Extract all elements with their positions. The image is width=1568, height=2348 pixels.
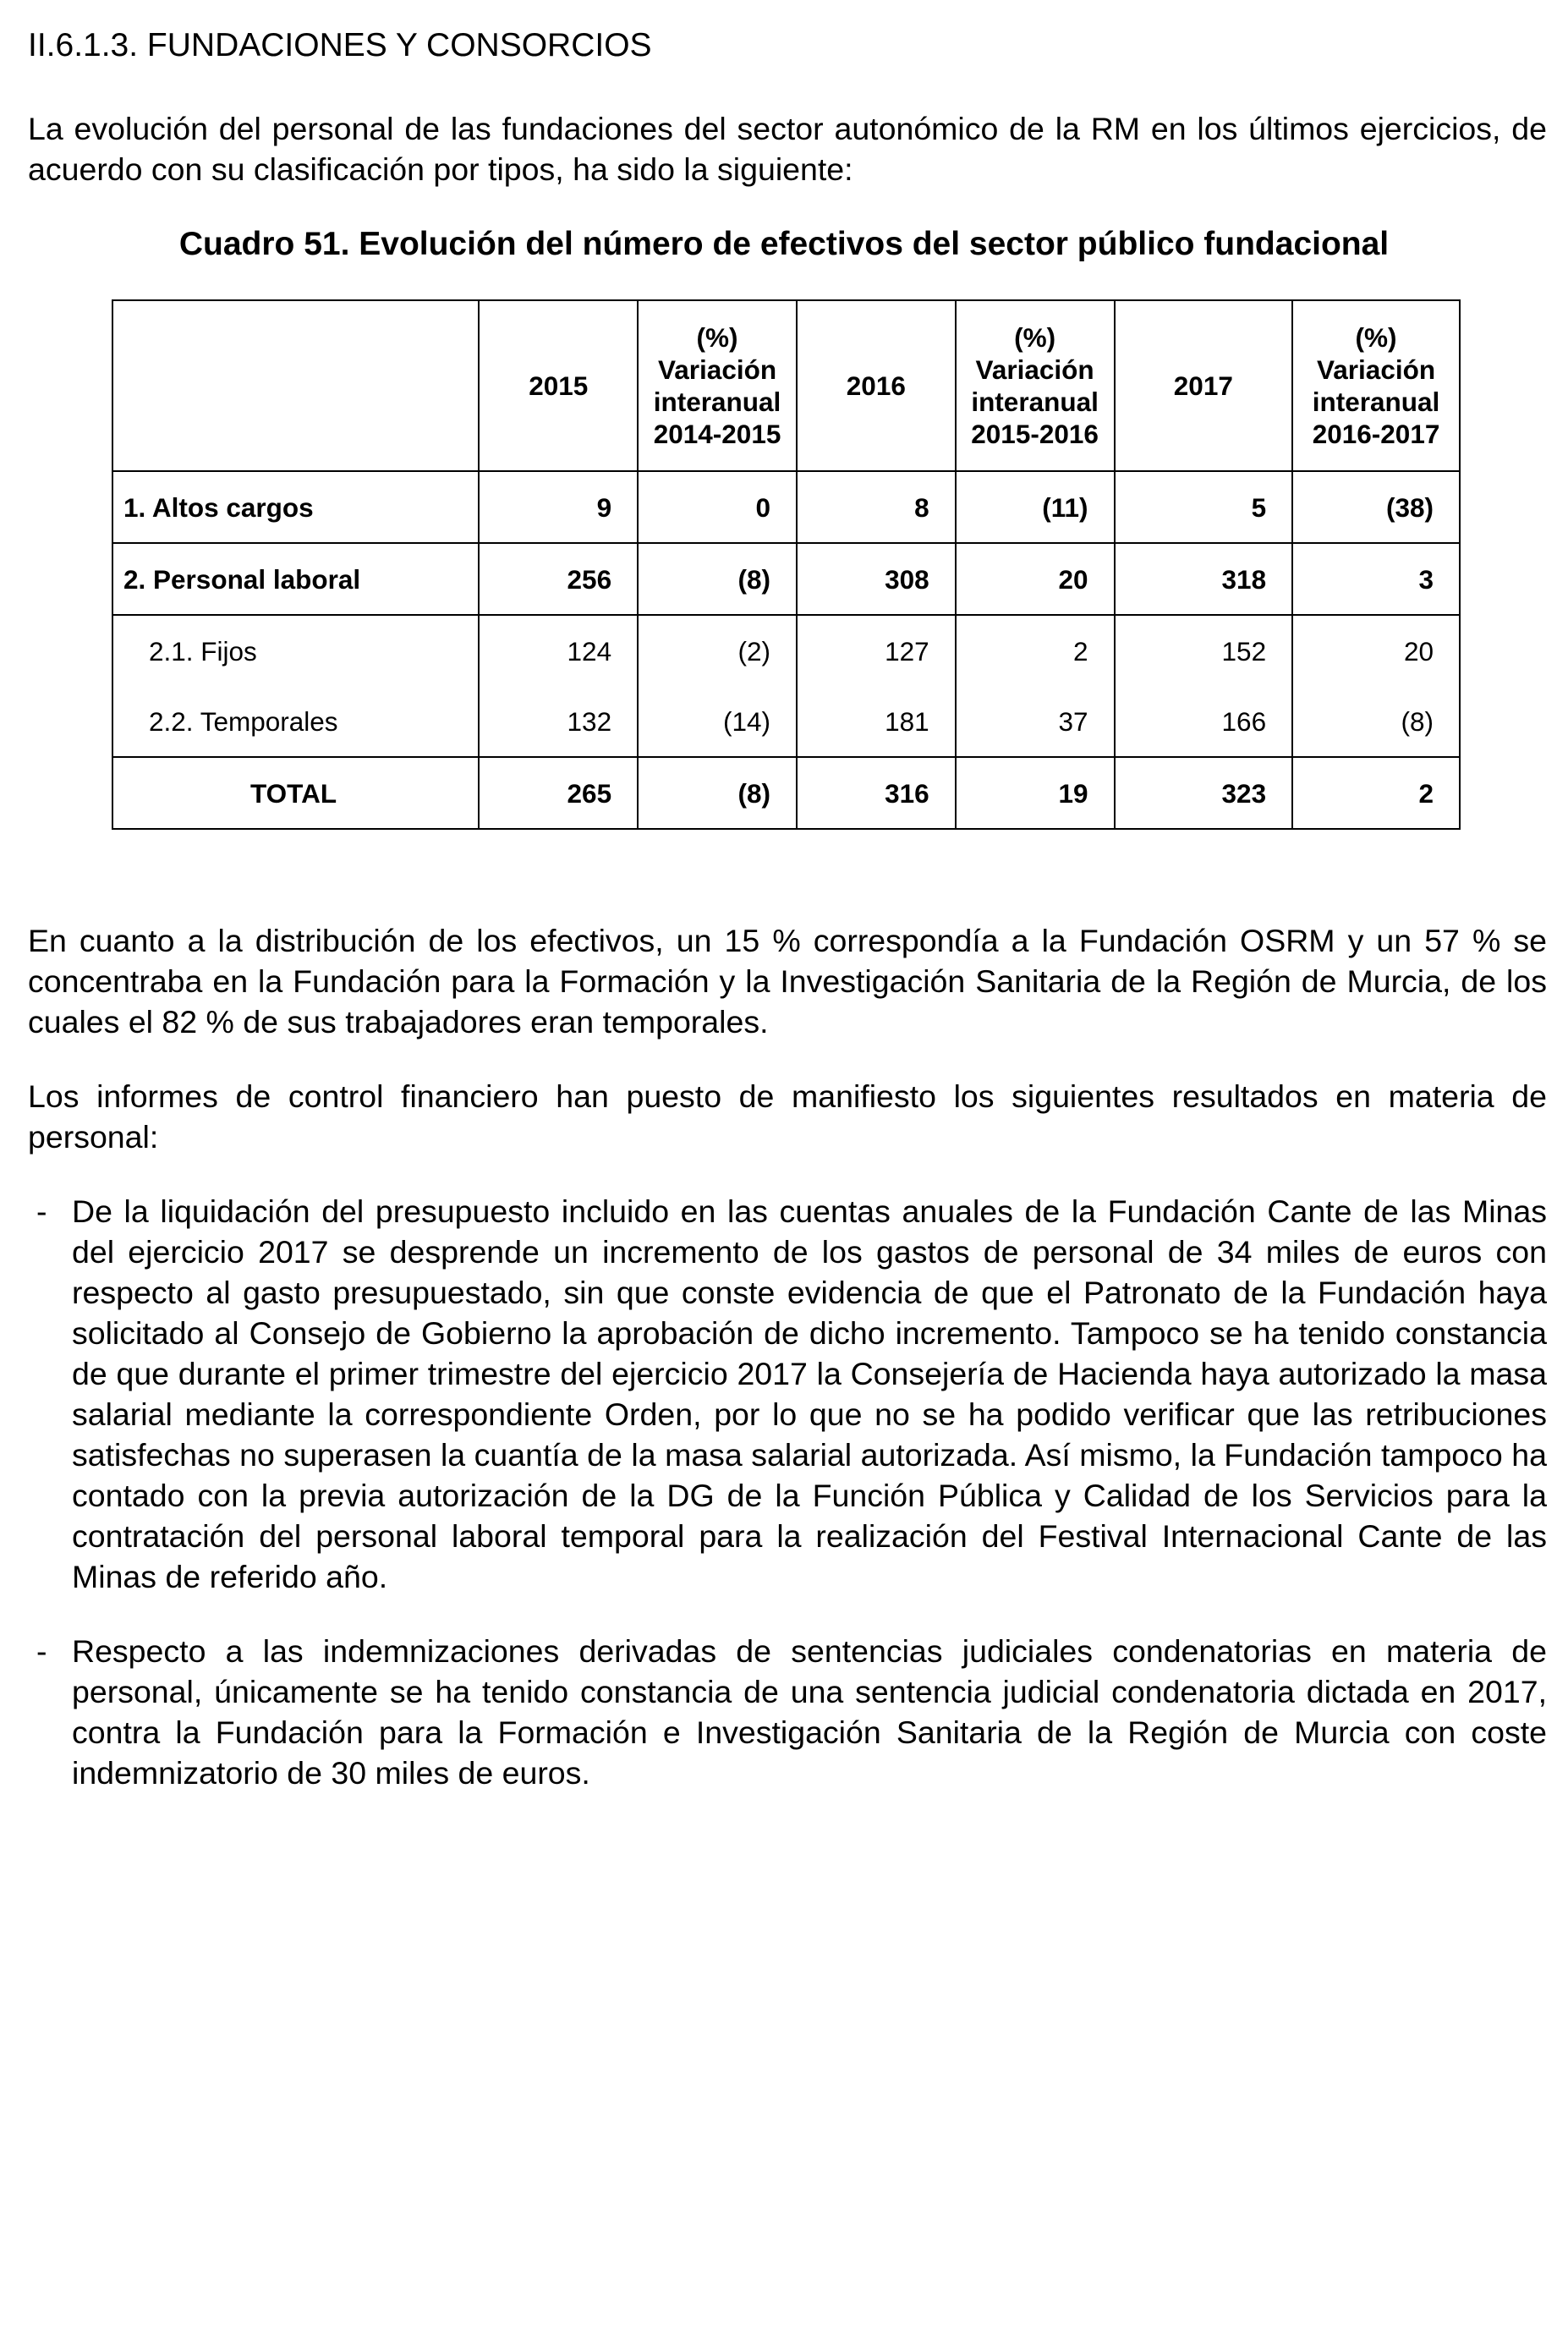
table-cell: 166 xyxy=(1115,686,1293,757)
table-row xyxy=(112,471,1460,543)
header-cell-var-2014-2015: (%) Variación interanual 2014-2015 xyxy=(638,300,797,471)
table-cell: (8) xyxy=(1292,686,1460,757)
table-row-total xyxy=(112,757,1460,829)
row-label: 2.2. Temporales xyxy=(112,686,479,757)
table-row xyxy=(112,686,1460,757)
list-item-text: De la liquidación del presupuesto incluido en las cuentas anuales de la Fundación Cante de las Minas del ejercicio 2017 se desprende un incremento de los gastos de personal de 34 miles de euros con respecto al gasto presupuestado, sin que conste evidencia de que el Patronato de la Fundación haya solicitado al Consejo de Gobierno la aprobación de dicho incremento. Tampoco se ha tenido constancia de que durante el primer trimestre del ejercicio 2017 la Consejería de Hacienda haya autorizado la masa salarial mediante la correspondiente Orden, por lo que no se ha podido verificar que las retribuciones satisfechas no superasen la cuantía de la masa salarial autorizada. Así mismo, la Fundación tampoco ha contado con la previa autorización de la DG de la Función Pública y Calidad de los Servicios para la contratación del personal laboral temporal para la realización del Festival Internacional Cante de las Minas de referido año. xyxy=(72,1193,1547,1594)
table-cell: 318 xyxy=(1115,543,1293,615)
table-cell: 0 xyxy=(638,471,797,543)
row-label: TOTAL xyxy=(112,757,479,829)
row-label: 2.1. Fijos xyxy=(112,615,479,686)
table-cell: 127 xyxy=(797,615,956,686)
header-cell-2015: 2015 xyxy=(479,300,638,471)
dash-bullet: - xyxy=(36,1193,47,1229)
row-label: 1. Altos cargos xyxy=(112,471,479,543)
table-cell: 124 xyxy=(479,615,638,686)
intro-paragraph: La evolución del personal de las fundaciones del sector autonómico de la RM en los últimos ejercicios, de acuerdo con su clasificación por tipos, ha sido la siguiente: xyxy=(28,111,1547,187)
table-cell: 8 xyxy=(797,471,956,543)
findings-list xyxy=(28,1191,1547,1827)
control-paragraph: Los informes de control financiero han puesto de manifiesto los siguientes resultados en materia de personal: xyxy=(28,1078,1547,1155)
list-item xyxy=(28,1191,1547,1597)
table-cell: 3 xyxy=(1292,543,1460,615)
table-cell: 256 xyxy=(479,543,638,615)
table-cell: (8) xyxy=(638,543,797,615)
header-cell-label xyxy=(112,300,479,471)
header-cell-2016: 2016 xyxy=(797,300,956,471)
header-cell-var-2016-2017: (%) Variación interanual 2016-2017 xyxy=(1292,300,1460,471)
table-cell: 19 xyxy=(956,757,1115,829)
table-cell: (14) xyxy=(638,686,797,757)
table-cell: 265 xyxy=(479,757,638,829)
table-row xyxy=(112,543,1460,615)
table-cell: (2) xyxy=(638,615,797,686)
list-item xyxy=(28,1631,1547,1793)
table-cell: 308 xyxy=(797,543,956,615)
table-cell: 132 xyxy=(479,686,638,757)
section-heading: II.6.1.3. FUNDACIONES Y CONSORCIOS xyxy=(28,27,652,63)
table-cell: 152 xyxy=(1115,615,1293,686)
table-cell: 20 xyxy=(956,543,1115,615)
table-cell: 20 xyxy=(1292,615,1460,686)
table-header-row xyxy=(112,300,1460,471)
table-cell: 5 xyxy=(1115,471,1293,543)
dash-bullet: - xyxy=(36,1633,47,1669)
list-item-text: Respecto a las indemnizaciones derivadas de sentencias judiciales condenatorias en materia de personal, únicamente se ha tenido constancia de una sentencia judicial condenatoria dictada en 2017, contra la Fundación para la Formación e Investigación Sanitaria de la Región de Murcia con coste indemnizatorio de 30 miles de euros. xyxy=(72,1633,1547,1791)
staff-evolution-table xyxy=(112,299,1461,830)
table-cell: 37 xyxy=(956,686,1115,757)
table-cell: 2 xyxy=(1292,757,1460,829)
table-cell: (38) xyxy=(1292,471,1460,543)
table-cell: (11) xyxy=(956,471,1115,543)
table-cell: 9 xyxy=(479,471,638,543)
distribution-paragraph: En cuanto a la distribución de los efectivos, un 15 % correspondía a la Fundación OSRM y un 57 % se concentraba en la Fundación para la Formación y la Investigación Sanitaria de la Región de Murcia, de los cuales el 82 % de sus trabajadores eran temporales. xyxy=(28,923,1547,1040)
table-caption: Cuadro 51. Evolución del número de efectivos del sector público fundacional xyxy=(178,226,1390,262)
table-cell: 181 xyxy=(797,686,956,757)
row-label: 2. Personal laboral xyxy=(112,543,479,615)
table-cell: 2 xyxy=(956,615,1115,686)
table-cell: 323 xyxy=(1115,757,1293,829)
table-row xyxy=(112,615,1460,686)
header-cell-var-2015-2016: (%) Variación interanual 2015-2016 xyxy=(956,300,1115,471)
table-cell: (8) xyxy=(638,757,797,829)
header-cell-2017: 2017 xyxy=(1115,300,1293,471)
table-cell: 316 xyxy=(797,757,956,829)
